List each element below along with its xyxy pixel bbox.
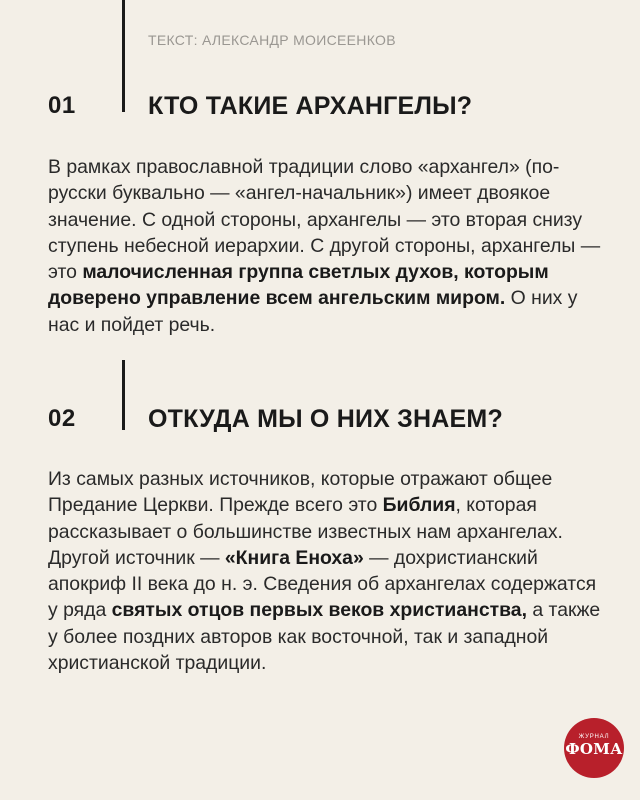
- paragraph-text: В рамках православной традиции слово «архангел» (по-русски буквально — «ангел-начальник») имеет двоякое значение. С одной стороны, архангелы — это вторая снизу ступень небесной иерархии. С другой стороны, архангелы — это: [48, 156, 601, 284]
- section-title-2: ОТКУДА МЫ О НИХ ЗНАЕМ?: [148, 405, 503, 433]
- section-paragraph-1: [48, 154, 608, 338]
- logo-small-text: ЖУРНАЛ: [578, 734, 610, 740]
- paragraph-text: , которая рассказывает о большинстве известных нам архангелах. Другой источник —: [48, 494, 563, 569]
- logo-title-text: ФОМА: [565, 740, 623, 758]
- paragraph-bold-text: малочисленная группа светлых духов, которым доверено управление всем ангельским миром.: [48, 261, 549, 310]
- author-credit: ТЕКСТ: АЛЕКСАНДР МОИСЕЕНКОВ: [148, 32, 396, 48]
- paragraph-bold-text: Библия: [382, 494, 456, 517]
- paragraph-text: — дохристианский апокриф II века до н. э. Сведения об архангелах содержатся у ряда: [48, 546, 597, 622]
- divider-line-top: [122, 0, 125, 112]
- paragraph-bold-text: святых отцов первых веков христианства,: [111, 599, 527, 622]
- divider-line-middle: [122, 360, 125, 430]
- foma-magazine-logo: [564, 718, 624, 778]
- section-title-1: КТО ТАКИЕ АРХАНГЕЛЫ?: [148, 92, 473, 120]
- section-paragraph-2: [48, 466, 608, 676]
- section-number-2: 02: [48, 405, 76, 432]
- section-number-1: 01: [48, 92, 76, 119]
- paragraph-text: О них у нас и пойдет речь.: [48, 287, 578, 336]
- paragraph-text: Из самых разных источников, которые отражают общее Предание Церкви. Прежде всего это: [48, 468, 553, 517]
- paragraph-text: а также у более поздних авторов как восточной, так и западной христианской традиции.: [48, 599, 601, 675]
- paragraph-bold-text: «Книга Еноха»: [224, 546, 364, 569]
